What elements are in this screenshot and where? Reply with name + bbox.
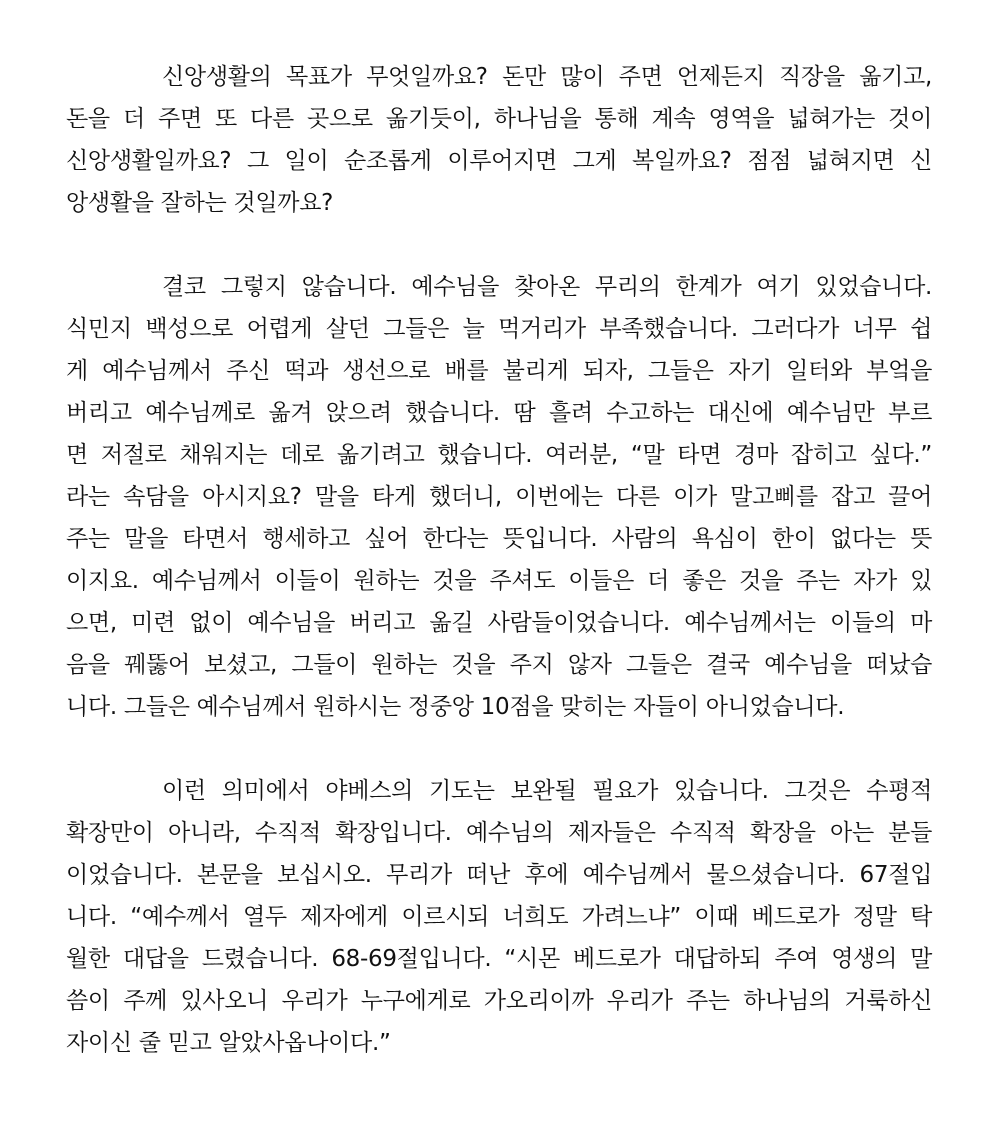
text-line: 신앙생활일까요? 그 일이 순조롭게 이루어지면 그게 복일까요? 점점 넓혀지면 신 <box>66 148 932 174</box>
text-line: 식민지 백성으로 어렵게 살던 그들은 늘 먹거리가 부족했습니다. 그러다가 너무 쉽 <box>66 316 932 342</box>
text-line: 씀이 주께 있사오니 우리가 누구에게로 가오리이까 우리가 주는 하나님의 거룩하신 <box>66 988 932 1014</box>
paragraph-3 <box>66 770 932 1064</box>
text-line: 확장만이 아니라, 수직적 확장입니다. 예수님의 제자들은 수직적 확장을 아는 분들 <box>66 820 932 846</box>
text-line: 돈을 더 주면 또 다른 곳으로 옮기듯이, 하나님을 통해 계속 영역을 넓혀가는 것이 <box>66 106 932 132</box>
text-line: 니다. 그들은 예수님께서 원하시는 정중앙 10점을 맞히는 자들이 아니었습니다. <box>66 694 845 720</box>
text-line: 니다. “예수께서 열두 제자에게 이르시되 너희도 가려느냐” 이때 베드로가 정말 탁 <box>66 904 932 930</box>
text-line: 신앙생활의 목표가 무엇일까요? 돈만 많이 주면 언제든지 직장을 옮기고, <box>162 64 932 90</box>
text-line: 음을 꿰뚫어 보셨고, 그들이 원하는 것을 주지 않자 그들은 결국 예수님을 떠났습 <box>66 652 932 678</box>
text-line: 앙생활을 잘하는 것일까요? <box>66 190 334 216</box>
paragraph-2 <box>66 266 932 728</box>
document-page <box>66 56 932 1106</box>
text-line: 주는 말을 타면서 행세하고 싶어 한다는 뜻입니다. 사람의 욕심이 한이 없다는 뜻 <box>66 526 932 552</box>
text-line: 으면, 미련 없이 예수님을 버리고 옮길 사람들이었습니다. 예수님께서는 이들의 마 <box>66 610 932 636</box>
text-line: 결코 그렇지 않습니다. 예수님을 찾아온 무리의 한계가 여기 있었습니다. <box>162 274 932 300</box>
text-line: 이런 의미에서 야베스의 기도는 보완될 필요가 있습니다. 그것은 수평적 <box>162 778 932 804</box>
text-line: 면 저절로 채워지는 데로 옮기려고 했습니다. 여러분, “말 타면 경마 잡히고 싶다.” <box>66 442 932 468</box>
text-line: 자이신 줄 믿고 알았사옵나이다.” <box>66 1030 391 1056</box>
text-line: 이었습니다. 본문을 보십시오. 무리가 떠난 후에 예수님께서 물으셨습니다. 67절입 <box>66 862 932 888</box>
text-line: 버리고 예수님께로 옮겨 앉으려 했습니다. 땀 흘려 수고하는 대신에 예수님만 부르 <box>66 400 932 426</box>
paragraph-1 <box>66 56 932 224</box>
text-line: 월한 대답을 드렸습니다. 68-69절입니다. “시몬 베드로가 대답하되 주여 영생의 말 <box>66 946 932 972</box>
text-line: 라는 속담을 아시지요? 말을 타게 했더니, 이번에는 다른 이가 말고삐를 잡고 끌어 <box>66 484 932 510</box>
text-line: 이지요. 예수님께서 이들이 원하는 것을 주셔도 이들은 더 좋은 것을 주는 자가 있 <box>66 568 932 594</box>
text-line: 게 예수님께서 주신 떡과 생선으로 배를 불리게 되자, 그들은 자기 일터와 부엌을 <box>66 358 932 384</box>
